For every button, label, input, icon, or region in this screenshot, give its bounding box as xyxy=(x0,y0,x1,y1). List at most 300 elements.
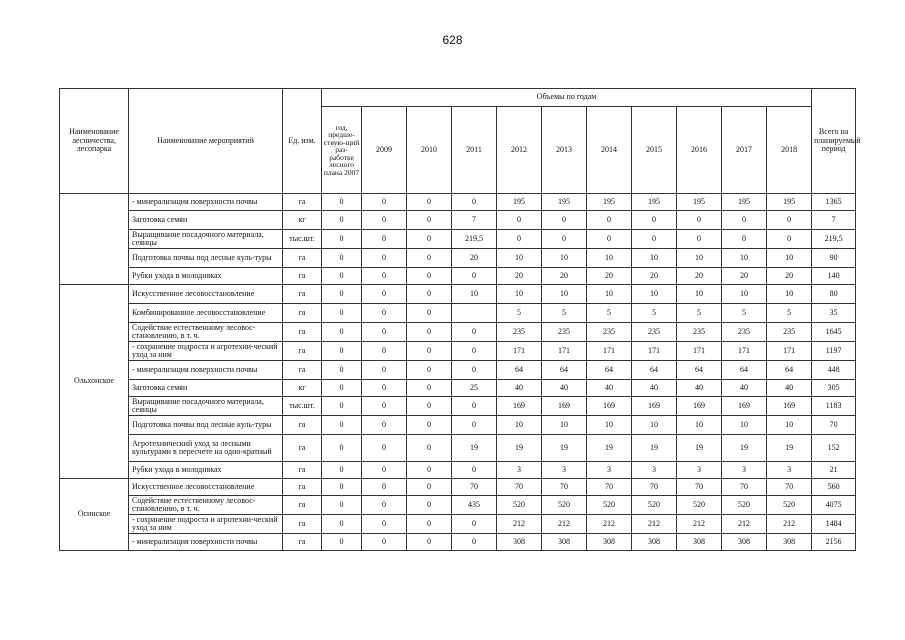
value-cell: 308 xyxy=(767,534,812,551)
year-column-header: 2018 xyxy=(767,107,812,194)
value-cell: 10 xyxy=(722,285,767,304)
unit-cell: га xyxy=(283,249,322,268)
forestry-plan-table xyxy=(59,88,861,551)
value-cell: 212 xyxy=(722,515,767,534)
table-row xyxy=(60,479,856,496)
value-cell: 169 xyxy=(722,397,767,416)
value-cell: 0 xyxy=(722,211,767,230)
year-column-header: 2011 xyxy=(452,107,497,194)
volumes-by-year-header: Объемы по годам xyxy=(322,89,812,107)
value-cell: 70 xyxy=(767,479,812,496)
value-cell: 0 xyxy=(767,230,812,249)
value-cell: 169 xyxy=(542,397,587,416)
value-cell: 212 xyxy=(542,515,587,534)
value-cell: 520 xyxy=(722,496,767,515)
value-cell: 171 xyxy=(587,342,632,361)
value-cell: 19 xyxy=(452,435,497,462)
value-cell: 5 xyxy=(497,304,542,323)
value-cell: 19 xyxy=(632,435,677,462)
value-cell: 40 xyxy=(497,380,542,397)
total-cell: 1365 xyxy=(812,194,856,211)
value-cell: 520 xyxy=(497,496,542,515)
value-cell: 308 xyxy=(587,534,632,551)
value-cell: 10 xyxy=(497,416,542,435)
value-cell: 0 xyxy=(362,285,407,304)
table-row xyxy=(60,285,856,304)
value-cell: 19 xyxy=(722,435,767,462)
activity-cell: Комбинированное лесовосстановление xyxy=(129,304,283,323)
table-row xyxy=(60,534,856,551)
page-number: 628 xyxy=(442,33,463,47)
value-cell: 235 xyxy=(767,323,812,342)
year-column-header: 2012 xyxy=(497,107,542,194)
value-cell: 0 xyxy=(497,211,542,230)
value-cell: 3 xyxy=(542,462,587,479)
value-cell: 20 xyxy=(587,268,632,285)
value-cell: 308 xyxy=(542,534,587,551)
total-cell: 560 xyxy=(812,479,856,496)
value-cell: 0 xyxy=(362,230,407,249)
value-cell: 10 xyxy=(677,285,722,304)
total-cell: 90 xyxy=(812,249,856,268)
value-cell: 0 xyxy=(322,416,362,435)
value-cell: 169 xyxy=(767,397,812,416)
table-body xyxy=(60,194,856,551)
value-cell: 0 xyxy=(362,304,407,323)
value-cell: 0 xyxy=(542,211,587,230)
forestry-name-cell xyxy=(60,194,129,285)
value-cell: 520 xyxy=(542,496,587,515)
table-row xyxy=(60,515,856,534)
value-cell: 0 xyxy=(407,249,452,268)
value-cell: 0 xyxy=(322,342,362,361)
total-cell: 448 xyxy=(812,361,856,380)
total-cell: 35 xyxy=(812,304,856,323)
value-cell: 10 xyxy=(587,285,632,304)
value-cell: 0 xyxy=(452,397,497,416)
value-cell: 10 xyxy=(722,249,767,268)
table-row xyxy=(60,304,856,323)
value-cell: 0 xyxy=(452,342,497,361)
value-cell: 0 xyxy=(322,230,362,249)
value-cell: 0 xyxy=(322,285,362,304)
year-column-header: 2017 xyxy=(722,107,767,194)
value-cell: 0 xyxy=(767,211,812,230)
value-cell: 0 xyxy=(362,397,407,416)
value-cell: 235 xyxy=(722,323,767,342)
value-cell: 0 xyxy=(677,211,722,230)
table-row xyxy=(60,230,856,249)
value-cell: 20 xyxy=(722,268,767,285)
value-cell: 0 xyxy=(407,380,452,397)
value-cell: 64 xyxy=(767,361,812,380)
value-cell: 5 xyxy=(632,304,677,323)
value-cell: 70 xyxy=(542,479,587,496)
value-cell: 212 xyxy=(677,515,722,534)
total-cell: 7 xyxy=(812,211,856,230)
prior-year-column-header: год, предше-ствую-щий раз-работке лесного плана 2007 xyxy=(322,107,362,194)
value-cell: 10 xyxy=(632,249,677,268)
value-cell: 70 xyxy=(722,479,767,496)
forestry-column-header: Наименование лесничества, лесопарка xyxy=(60,89,129,194)
activity-cell: Заготовка семян xyxy=(129,380,283,397)
unit-cell: га xyxy=(283,416,322,435)
value-cell: 10 xyxy=(677,249,722,268)
table-row xyxy=(60,323,856,342)
value-cell: 10 xyxy=(542,249,587,268)
unit-cell: га xyxy=(283,342,322,361)
total-cell: 1645 xyxy=(812,323,856,342)
total-cell: 140 xyxy=(812,268,856,285)
value-cell: 0 xyxy=(407,435,452,462)
value-cell: 0 xyxy=(407,534,452,551)
total-column-header: Всего на планируемый период xyxy=(812,89,856,194)
value-cell: 0 xyxy=(362,380,407,397)
table-row xyxy=(60,496,856,515)
value-cell: 10 xyxy=(587,249,632,268)
table-row xyxy=(60,249,856,268)
value-cell: 169 xyxy=(677,397,722,416)
total-cell: 21 xyxy=(812,462,856,479)
value-cell: 3 xyxy=(632,462,677,479)
year-column-header: 2009 xyxy=(362,107,407,194)
value-cell: 0 xyxy=(452,323,497,342)
value-cell: 212 xyxy=(632,515,677,534)
value-cell: 0 xyxy=(452,515,497,534)
table-header xyxy=(60,89,861,194)
value-cell: 195 xyxy=(632,194,677,211)
value-cell: 520 xyxy=(767,496,812,515)
activity-cell: Рубки ухода в молодняках xyxy=(129,268,283,285)
unit-cell: га xyxy=(283,479,322,496)
unit-cell: га xyxy=(283,285,322,304)
table-row xyxy=(60,397,856,416)
table-row xyxy=(60,194,856,211)
unit-cell: га xyxy=(283,194,322,211)
value-cell: 0 xyxy=(407,342,452,361)
value-cell: 0 xyxy=(632,230,677,249)
value-cell: 0 xyxy=(407,397,452,416)
total-cell: 1183 xyxy=(812,397,856,416)
activity-cell: Выращивание посадочного материала, сеянцы xyxy=(129,230,283,249)
value-cell: 0 xyxy=(322,479,362,496)
value-cell: 0 xyxy=(362,194,407,211)
value-cell: 0 xyxy=(587,211,632,230)
value-cell: 195 xyxy=(542,194,587,211)
value-cell: 0 xyxy=(407,285,452,304)
value-cell: 3 xyxy=(767,462,812,479)
value-cell: 3 xyxy=(722,462,767,479)
value-cell: 308 xyxy=(677,534,722,551)
total-cell: 1197 xyxy=(812,342,856,361)
unit-cell: га xyxy=(283,435,322,462)
total-cell: 305 xyxy=(812,380,856,397)
forestry-name-cell: Ольхонское xyxy=(60,285,129,479)
value-cell: 19 xyxy=(587,435,632,462)
value-cell: 10 xyxy=(542,285,587,304)
activity-cell: Подготовка почвы под лесные куль-туры xyxy=(129,416,283,435)
value-cell: 10 xyxy=(587,416,632,435)
value-cell: 25 xyxy=(452,380,497,397)
value-cell: 19 xyxy=(497,435,542,462)
value-cell: 0 xyxy=(322,249,362,268)
value-cell: 169 xyxy=(632,397,677,416)
value-cell: 235 xyxy=(677,323,722,342)
value-cell: 0 xyxy=(452,361,497,380)
activity-cell: Рубки ухода в молодняках xyxy=(129,462,283,479)
value-cell: 0 xyxy=(322,211,362,230)
value-cell: 0 xyxy=(362,534,407,551)
table-row xyxy=(60,361,856,380)
value-cell: 10 xyxy=(452,285,497,304)
value-cell: 0 xyxy=(452,194,497,211)
value-cell: 0 xyxy=(322,304,362,323)
value-cell: 0 xyxy=(322,435,362,462)
value-cell: 0 xyxy=(322,323,362,342)
table-row xyxy=(60,380,856,397)
value-cell: 10 xyxy=(542,416,587,435)
value-cell: 70 xyxy=(497,479,542,496)
value-cell: 0 xyxy=(407,515,452,534)
value-cell: 0 xyxy=(407,496,452,515)
value-cell: 0 xyxy=(322,194,362,211)
value-cell: 308 xyxy=(722,534,767,551)
value-cell: 10 xyxy=(767,285,812,304)
value-cell: 0 xyxy=(362,211,407,230)
value-cell: 10 xyxy=(497,285,542,304)
value-cell: 520 xyxy=(677,496,722,515)
unit-cell: га xyxy=(283,534,322,551)
value-cell: 10 xyxy=(677,416,722,435)
value-cell: 40 xyxy=(542,380,587,397)
value-cell: 235 xyxy=(587,323,632,342)
value-cell: 0 xyxy=(407,416,452,435)
value-cell: 195 xyxy=(677,194,722,211)
value-cell: 64 xyxy=(587,361,632,380)
activity-cell: Заготовка семян xyxy=(129,211,283,230)
value-cell: 195 xyxy=(497,194,542,211)
unit-cell: кг xyxy=(283,380,322,397)
value-cell: 0 xyxy=(452,462,497,479)
value-cell: 0 xyxy=(452,268,497,285)
value-cell: 0 xyxy=(362,416,407,435)
total-cell: 70 xyxy=(812,416,856,435)
table-row xyxy=(60,211,856,230)
value-cell: 0 xyxy=(632,211,677,230)
unit-cell: кг xyxy=(283,211,322,230)
value-cell: 0 xyxy=(362,479,407,496)
activity-cell: Агротехнический уход за лесными культурами в пересчете на одно-кратный xyxy=(129,435,283,462)
value-cell: 10 xyxy=(767,249,812,268)
activity-cell: - минерализация поверхности почвы xyxy=(129,361,283,380)
value-cell: 5 xyxy=(722,304,767,323)
unit-cell: га xyxy=(283,323,322,342)
value-cell: 0 xyxy=(452,416,497,435)
value-cell: 20 xyxy=(632,268,677,285)
table-row xyxy=(60,416,856,435)
value-cell: 70 xyxy=(632,479,677,496)
value-cell: 3 xyxy=(677,462,722,479)
unit-cell: га xyxy=(283,268,322,285)
unit-column-header: Ед. изм. xyxy=(283,89,322,194)
value-cell: 64 xyxy=(497,361,542,380)
value-cell: 10 xyxy=(632,285,677,304)
value-cell: 0 xyxy=(322,361,362,380)
value-cell: 0 xyxy=(722,230,767,249)
value-cell: 0 xyxy=(407,304,452,323)
value-cell: 10 xyxy=(497,249,542,268)
value-cell: 0 xyxy=(362,496,407,515)
value-cell: 5 xyxy=(587,304,632,323)
table-row xyxy=(60,342,856,361)
value-cell: 40 xyxy=(632,380,677,397)
value-cell: 0 xyxy=(322,534,362,551)
value-cell: 3 xyxy=(497,462,542,479)
value-cell: 235 xyxy=(632,323,677,342)
value-cell: 5 xyxy=(677,304,722,323)
value-cell: 0 xyxy=(407,230,452,249)
value-cell: 19 xyxy=(767,435,812,462)
value-cell: 40 xyxy=(767,380,812,397)
value-cell: 3 xyxy=(587,462,632,479)
activity-cell: - сохранение подроста и агротехни-ческий уход за ним xyxy=(129,342,283,361)
value-cell: 19 xyxy=(677,435,722,462)
value-cell: 212 xyxy=(497,515,542,534)
value-cell: 0 xyxy=(322,462,362,479)
year-column-header: 2010 xyxy=(407,107,452,194)
value-cell: 169 xyxy=(587,397,632,416)
total-cell: 4075 xyxy=(812,496,856,515)
forestry-name-cell: Осинское xyxy=(60,479,129,551)
value-cell: 171 xyxy=(632,342,677,361)
value-cell: 171 xyxy=(497,342,542,361)
total-cell: 2156 xyxy=(812,534,856,551)
value-cell xyxy=(452,304,497,323)
unit-cell: га xyxy=(283,304,322,323)
value-cell: 0 xyxy=(362,435,407,462)
value-cell: 308 xyxy=(497,534,542,551)
activity-cell: - минерализация поверхности почвы xyxy=(129,194,283,211)
unit-cell: га xyxy=(283,462,322,479)
value-cell: 40 xyxy=(587,380,632,397)
value-cell: 0 xyxy=(322,515,362,534)
value-cell: 0 xyxy=(362,249,407,268)
value-cell: 40 xyxy=(722,380,767,397)
value-cell: 0 xyxy=(407,479,452,496)
value-cell: 0 xyxy=(407,323,452,342)
value-cell: 0 xyxy=(407,194,452,211)
activity-cell: Подготовка почвы под лесные куль-туры xyxy=(129,249,283,268)
value-cell: 64 xyxy=(632,361,677,380)
value-cell: 0 xyxy=(362,462,407,479)
activity-cell: Искусственное лесовосстановление xyxy=(129,479,283,496)
unit-cell: га xyxy=(283,515,322,534)
value-cell: 7 xyxy=(452,211,497,230)
year-column-header: 2013 xyxy=(542,107,587,194)
value-cell: 171 xyxy=(722,342,767,361)
value-cell: 70 xyxy=(452,479,497,496)
value-cell: 0 xyxy=(362,361,407,380)
unit-cell: тыс.шт. xyxy=(283,230,322,249)
value-cell: 0 xyxy=(362,515,407,534)
value-cell: 195 xyxy=(587,194,632,211)
table-row xyxy=(60,268,856,285)
value-cell: 520 xyxy=(632,496,677,515)
activity-cell: - сохранение подроста и агротехни-ческий уход за ним xyxy=(129,515,283,534)
value-cell: 435 xyxy=(452,496,497,515)
value-cell: 195 xyxy=(767,194,812,211)
value-cell: 5 xyxy=(542,304,587,323)
value-cell: 0 xyxy=(677,230,722,249)
unit-cell: тыс.шт. xyxy=(283,397,322,416)
activity-cell: Искусственное лесовосстановление xyxy=(129,285,283,304)
value-cell: 10 xyxy=(632,416,677,435)
year-column-header: 2016 xyxy=(677,107,722,194)
unit-cell: га xyxy=(283,361,322,380)
value-cell: 171 xyxy=(542,342,587,361)
value-cell: 20 xyxy=(497,268,542,285)
year-column-header: 2015 xyxy=(632,107,677,194)
value-cell: 171 xyxy=(677,342,722,361)
table-row xyxy=(60,435,856,462)
value-cell: 0 xyxy=(497,230,542,249)
activity-cell: Содействие естественному лесовос-становлению, в т. ч. xyxy=(129,323,283,342)
value-cell: 0 xyxy=(362,323,407,342)
value-cell: 169 xyxy=(497,397,542,416)
total-cell: 219,5 xyxy=(812,230,856,249)
value-cell: 212 xyxy=(587,515,632,534)
value-cell: 20 xyxy=(677,268,722,285)
value-cell: 64 xyxy=(677,361,722,380)
year-column-header: 2014 xyxy=(587,107,632,194)
value-cell: 70 xyxy=(587,479,632,496)
value-cell: 0 xyxy=(452,534,497,551)
value-cell: 308 xyxy=(632,534,677,551)
table-row xyxy=(60,462,856,479)
value-cell: 0 xyxy=(322,268,362,285)
value-cell: 0 xyxy=(407,361,452,380)
value-cell: 70 xyxy=(677,479,722,496)
value-cell: 0 xyxy=(362,342,407,361)
value-cell: 20 xyxy=(452,249,497,268)
value-cell: 20 xyxy=(767,268,812,285)
activity-cell: - минерализация поверхности почвы xyxy=(129,534,283,551)
value-cell: 0 xyxy=(322,397,362,416)
value-cell: 40 xyxy=(677,380,722,397)
value-cell: 0 xyxy=(587,230,632,249)
activity-column-header: Наименование мероприятий xyxy=(129,89,283,194)
value-cell: 219,5 xyxy=(452,230,497,249)
value-cell: 10 xyxy=(767,416,812,435)
value-cell: 20 xyxy=(542,268,587,285)
value-cell: 10 xyxy=(722,416,767,435)
value-cell: 0 xyxy=(322,496,362,515)
total-cell: 1484 xyxy=(812,515,856,534)
value-cell: 0 xyxy=(542,230,587,249)
total-cell: 152 xyxy=(812,435,856,462)
value-cell: 0 xyxy=(407,462,452,479)
value-cell: 19 xyxy=(542,435,587,462)
value-cell: 171 xyxy=(767,342,812,361)
activity-cell: Выращивание посадочного материала, сеянцы xyxy=(129,397,283,416)
unit-cell: га xyxy=(283,496,322,515)
value-cell: 64 xyxy=(542,361,587,380)
value-cell: 0 xyxy=(362,268,407,285)
value-cell: 64 xyxy=(722,361,767,380)
value-cell: 235 xyxy=(497,323,542,342)
value-cell: 0 xyxy=(407,268,452,285)
value-cell: 0 xyxy=(407,211,452,230)
